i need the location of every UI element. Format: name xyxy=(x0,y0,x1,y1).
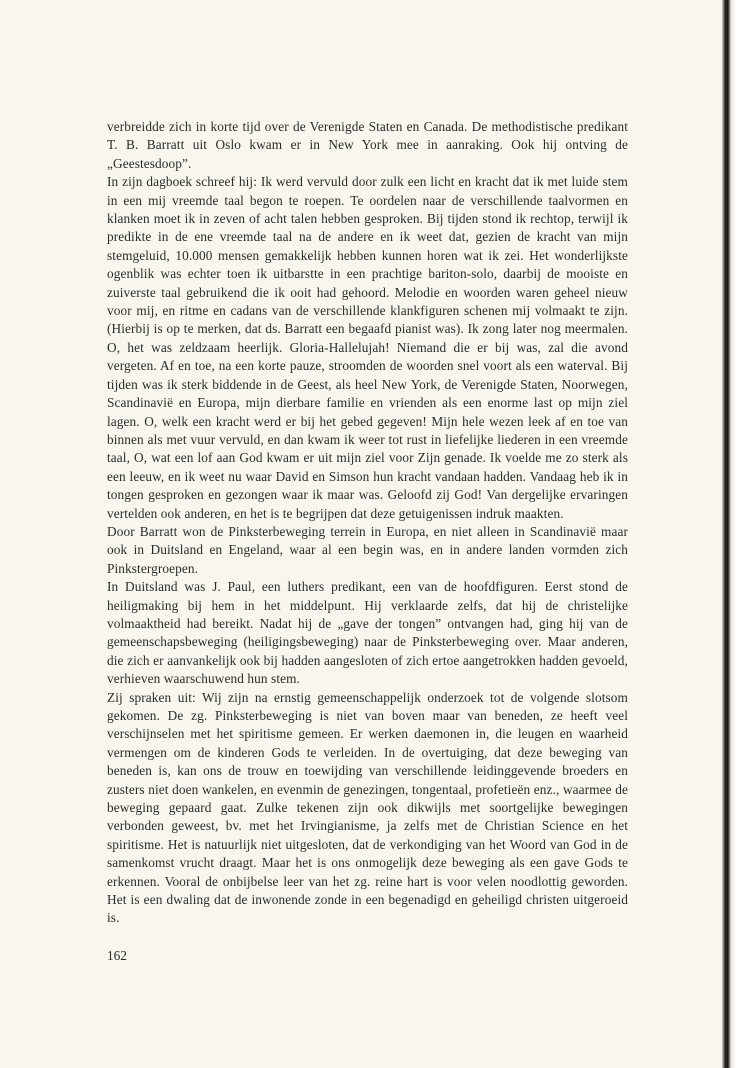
paragraph: In zijn dagboek schreef hij: Ik werd vervuld door zulk een licht en kracht dat ik met luide stem in een mij vreemde taal begon te roepen. Te oordelen naar de verschillende taalvormen en klanken moet ik in zeven of acht talen hebben gesproken. Bij tijden stond ik rechtop, terwijl ik predikte in de ene vreemde taal na de andere en ik weet dat, gezien de kracht van mijn stemgeluid, 10.000 mensen gemakkelijk hebben kunnen horen wat ik zei. Het wonderlijkste ogenblik was echter toen ik uitbarstte in een prachtige bariton-solo, daarbij de mooiste en zuiverste taal gebruikend die ik ooit had gehoord. Melodie en woorden waren geheel nieuw voor mij, en ritme en cadans van de verschillende klankfiguren schenen mij volmaakt te zijn. (Hierbij is op te merken, dat ds. Barratt een begaafd pianist was). Ik zong later nog meermalen. O, het was zeldzaam heerlijk. Gloria-Hallelujah! Niemand die er bij was, zal die avond vergeten. Af en toe, na een korte pauze, stroomden de woorden snel voort als een waterval. Bij tijden was ik sterk biddende in de Geest, als heel New York, de Verenigde Staten, Noorwegen, Scandinavië en Europa, mijn dierbare familie en vrienden als een enorme last op mijn ziel lagen. O, welk een kracht werd er bij het gebed gegeven! Mijn hele wezen leek af en toe van binnen als met vuur vervuld, en dan kwam ik weer tot rust in liefelijke liederen in een vreemde taal, O, wat een lof aan God kwam er uit mijn ziel voor Zijn genade. Ik voelde me zo sterk als een leeuw, en ik weet nu waar David en Simson hun kracht vandaan hadden. Vandaag heb ik in tongen gesproken en gezongen waar ik maar was. Geloofd zij God! Van dergelijke ervaringen vertelden ook anderen, en het is te begrijpen dat deze getuigenissen indruk maakten. xyxy=(107,174,628,521)
paragraph: In Duitsland was J. Paul, een luthers predikant, een van de hoofdfiguren. Eerst stond de heiligmaking bij hem in het middelpunt. Hij verklaarde zelfs, dat hij de christelijke volmaaktheid had bereikt. Nadat hij de „gave der tongen” ontvangen had, ging hij van de gemeenschapsbeweging (heiligingsbeweging) naar de Pinksterbeweging over. Maar anderen, die zich er aanvankelijk ook bij hadden aangesloten of zich ertoe aangetrokken hadden gevoeld, verhieven waarschuwend hun stem. xyxy=(107,579,628,687)
paragraph: verbreidde zich in korte tijd over de Verenigde Staten en Canada. De methodistische predikant T. B. Barratt uit Oslo kwam er in New York mee in aanraking. Ook hij ontving de „Geestesdoop”. xyxy=(107,119,628,171)
body-text xyxy=(107,118,628,928)
page-edge xyxy=(722,0,738,1068)
paragraph: Zij spraken uit: Wij zijn na ernstig gemeenschappelijk onderzoek tot de volgende slotsom gekomen. De zg. Pinksterbeweging is niet van boven maar van beneden, ze heeft veel verschijnselen met het spiritisme gemeen. Er werken daemonen in, die leugen en waarheid vermengen om de kinderen Gods te verleiden. In de overtuiging, dat deze beweging van beneden is, kan ons de trouw en toewijding van verschillende leidinggevende broeders en zusters niet doen wankelen, en evenmin de genezingen, tongentaal, profetieën enz., waarmee de beweging gepaard gaat. Zulke tekenen zijn ook dikwijls met soortgelijke bewegingen verbonden geweest, bv. met het Irvingianisme, ja zelfs met de Christian Science en het spiritisme. Het is natuurlijk niet uitgesloten, dat de verkondiging van het Woord van God in de samenkomst vrucht draagt. Maar het is ons onmogelijk deze beweging als een gave Gods te erkennen. Vooral de onbijbelse leer van het zg. reine hart is voor velen noodlottig geworden. Het is een dwaling dat de inwonende zonde in een begenadigd en geheiligd christen uitgeroeid is. xyxy=(107,689,628,926)
paragraph: Door Barratt won de Pinksterbeweging terrein in Europa, en niet alleen in Scandinavië maar ook in Duitsland en Engeland, waar al een begin was, en in andere landen vormden zich Pinkstergroepen. xyxy=(107,523,628,576)
page-number: 162 xyxy=(107,948,127,963)
